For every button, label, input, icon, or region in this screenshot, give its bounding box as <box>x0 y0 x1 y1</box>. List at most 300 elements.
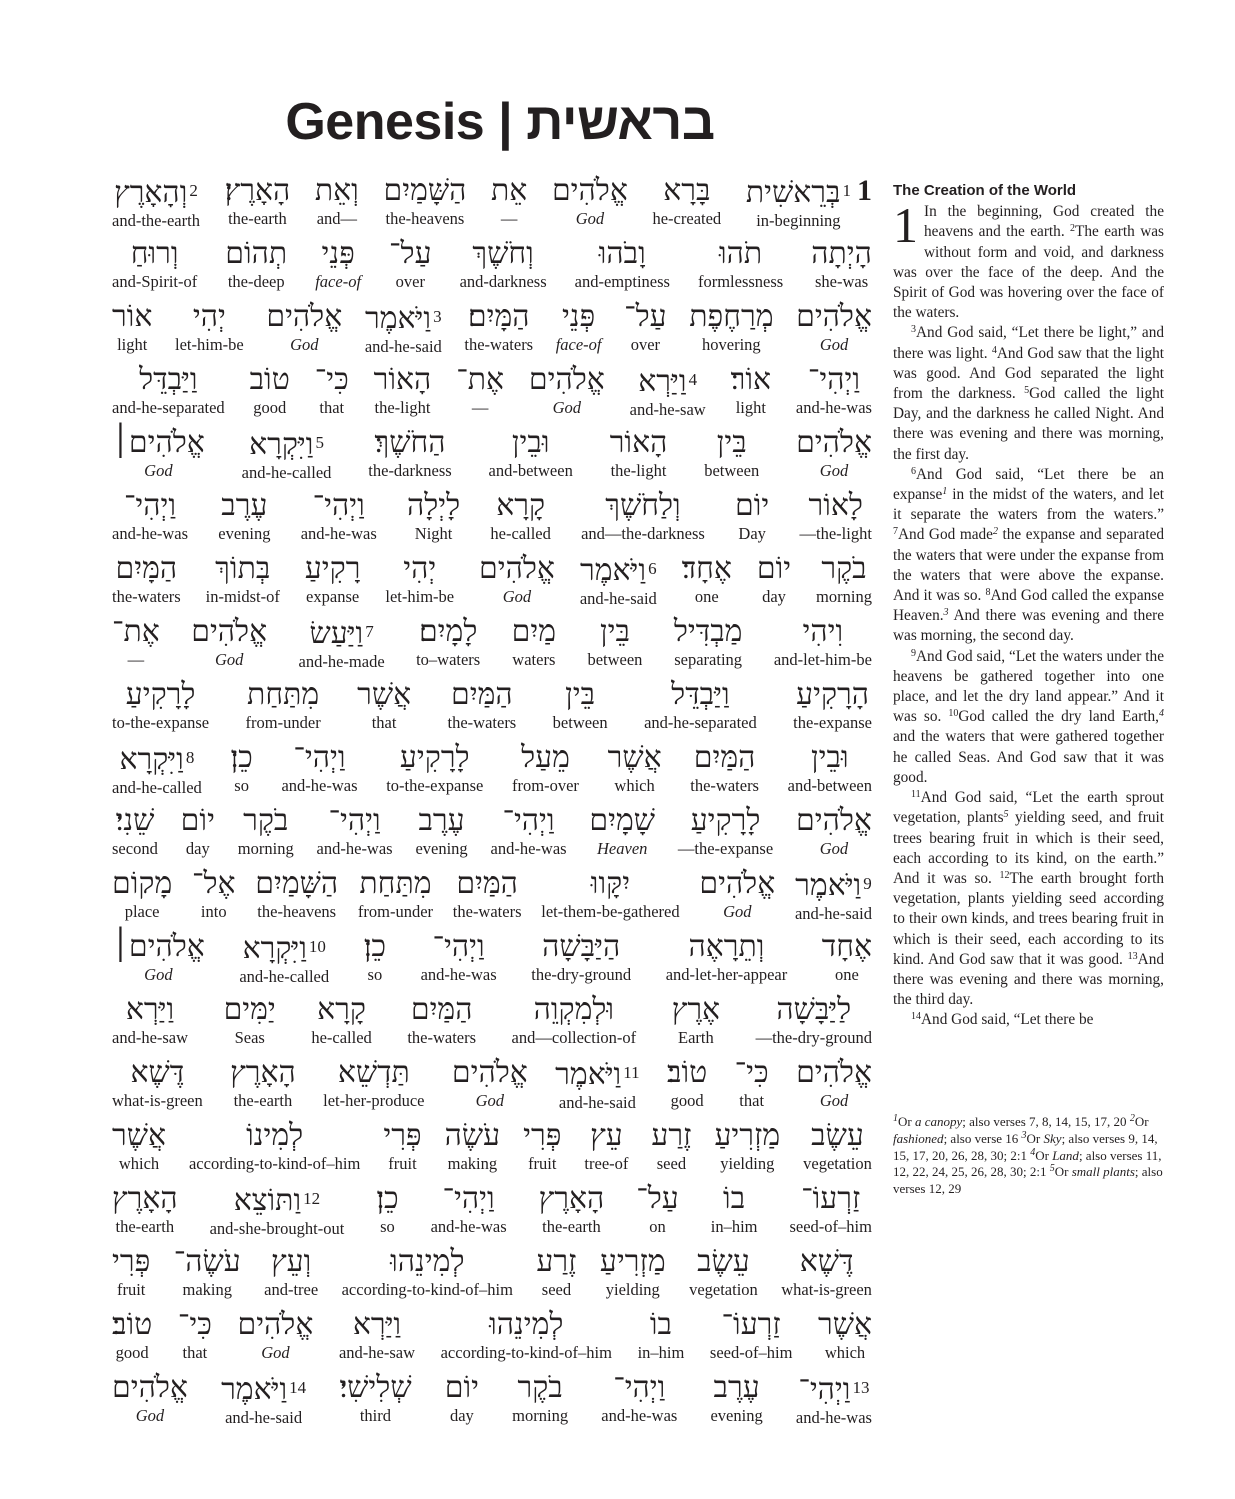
word-cell <box>210 1180 345 1238</box>
english-gloss: and-he-called <box>239 967 330 986</box>
verse-number: 2 <box>189 181 198 200</box>
verse-number: 8 <box>985 587 991 599</box>
english-gloss: God <box>144 965 173 984</box>
word-cell <box>667 1054 707 1110</box>
word-cell <box>523 1117 561 1173</box>
word-cell <box>112 739 202 797</box>
hebrew-word: עֵץ <box>590 1119 623 1152</box>
hebrew-word: יוֹם <box>735 489 770 522</box>
english-gloss: the-expanse <box>793 713 872 732</box>
interlinear-row <box>112 550 872 613</box>
hebrew-word: בֵּין <box>599 615 630 648</box>
hebrew-word: $^3$וַיֹּאמֶר <box>365 302 442 335</box>
english-gloss: that <box>319 398 345 417</box>
english-gloss: the-light <box>374 398 431 417</box>
hebrew-word: אֶרֶץ <box>671 993 721 1026</box>
hebrew-word: פְּנֵי <box>561 300 596 333</box>
word-cell <box>608 739 662 795</box>
english-gloss: — <box>500 209 518 228</box>
word-cell <box>189 1117 360 1173</box>
hebrew-word: אֱלֹהִים <box>796 300 872 333</box>
english-gloss: to-the-expanse <box>112 713 210 732</box>
word-cell <box>299 613 385 671</box>
word-cell <box>822 928 872 984</box>
english-gloss: let-her-produce <box>323 1091 425 1110</box>
english-gloss: between <box>587 650 643 669</box>
hebrew-word: וַיְהִי־ <box>432 930 485 963</box>
word-cell <box>266 298 342 354</box>
english-gloss: vegetation <box>689 1280 758 1299</box>
english-gloss: and-he-called <box>241 463 332 482</box>
footnote-marker: 4 <box>1158 708 1164 720</box>
hebrew-word: וְתֵרָאֶה <box>688 930 765 963</box>
hebrew-word: וּבֵין <box>810 741 849 774</box>
hebrew-word: $^5$וַיִּקְרָא <box>249 428 324 461</box>
english-gloss: seed <box>541 1280 572 1299</box>
hebrew-word: טוֹב <box>249 363 290 396</box>
hebrew-word: בֹקֶר <box>517 1371 563 1404</box>
word-cell <box>453 865 522 921</box>
chapter-number: 1 <box>856 174 872 207</box>
english-gloss: and-he-saw <box>112 1028 189 1047</box>
english-gloss: fruit <box>388 1154 417 1173</box>
hebrew-word: אֱלֹהִים <box>479 552 555 585</box>
hebrew-word: אֱלֹהִים <box>699 867 776 900</box>
english-gloss: and-he-was <box>316 839 393 858</box>
verse-number: 14 <box>911 1011 921 1023</box>
verse-number: 4 <box>991 344 997 356</box>
interlinear-row <box>112 361 872 424</box>
interlinear-row <box>112 928 872 991</box>
italic-text: Land <box>1052 1147 1079 1163</box>
english-gloss: God <box>135 1406 165 1425</box>
english-gloss: God <box>502 587 532 606</box>
word-cell <box>781 1243 872 1299</box>
verse-number: 2 <box>1070 223 1076 235</box>
english-gloss: one <box>834 965 859 984</box>
word-cell <box>795 865 872 923</box>
hebrew-word: אוֹר <box>112 300 153 333</box>
english-gloss: what-is-green <box>781 1280 872 1299</box>
english-gloss: and-he-was <box>420 965 497 984</box>
english-gloss: the-waters <box>690 776 759 795</box>
word-cell <box>181 802 215 858</box>
verse-number: 1 <box>842 181 851 200</box>
english-gloss: and-he-separated <box>644 713 757 732</box>
hebrew-word: $^8$וַיִּקְרָא <box>119 743 195 776</box>
hebrew-word: הָאָרֶץ <box>538 1182 605 1215</box>
english-gloss: and-he-was <box>112 524 189 543</box>
hebrew-word: אֵת <box>491 174 528 207</box>
hebrew-word: מֵעַל <box>521 741 570 774</box>
word-cell <box>652 172 721 228</box>
english-gloss: and-he-made <box>298 652 385 671</box>
english-gloss: God <box>552 398 582 417</box>
hebrew-word: אֱלֹהִים <box>551 174 628 207</box>
hebrew-word: וַיְהִי־ <box>123 489 177 522</box>
hebrew-word: קָרָא <box>317 993 366 1026</box>
hebrew-word: טוֹב׃ <box>112 1308 153 1341</box>
word-cell <box>666 928 788 984</box>
english-gloss: yielding <box>720 1154 775 1173</box>
footnote-marker: 1 <box>942 486 948 498</box>
hebrew-word: כִּי־ <box>314 363 349 396</box>
english-gloss: and-he-was <box>430 1217 507 1236</box>
english-gloss: seed-of–him <box>789 1217 872 1236</box>
translation-paragraph: $^{14}$And God said, “Let there be <box>911 1011 1094 1029</box>
english-gloss: — <box>471 398 489 417</box>
english-gloss: God <box>819 1091 849 1110</box>
word-cell <box>555 1054 639 1112</box>
word-cell <box>357 676 411 732</box>
english-gloss: the-heavens <box>385 209 465 228</box>
english-gloss: and-he-separated <box>112 398 225 417</box>
english-gloss: and-he-said <box>558 1093 636 1112</box>
footnote-marker: 4 <box>1030 1146 1036 1158</box>
verse-number: 11 <box>623 1063 640 1082</box>
hebrew-word: מְרַחֶפֶת <box>689 300 774 333</box>
verse-number: 11 <box>911 789 921 801</box>
word-cell <box>342 1243 513 1299</box>
interlinear-row <box>112 991 872 1054</box>
hebrew-word: אֱלֹהִים <box>796 426 872 459</box>
hebrew-word: הָאָרֶץ׃ <box>224 174 291 207</box>
italic-text: a canopy <box>914 1114 963 1129</box>
hebrew-word: הָאָרֶץ <box>230 1056 296 1089</box>
english-gloss: God <box>475 1091 505 1110</box>
word-cell <box>512 991 637 1047</box>
english-gloss: and-he-was <box>795 398 872 417</box>
word-cell <box>389 235 432 291</box>
hebrew-word: וְרוּחַ <box>130 237 179 270</box>
english-gloss: in-midst-of <box>205 587 280 606</box>
translation-paragraphs <box>893 197 1165 1030</box>
word-cell <box>301 487 377 543</box>
english-gloss: and-he-said <box>794 904 872 923</box>
english-gloss: the-waters <box>464 335 534 354</box>
hebrew-word: $^4$וַיַּרְא <box>638 365 698 398</box>
hebrew-word: אֲשֶׁר <box>357 678 412 711</box>
english-gloss: light <box>117 335 148 354</box>
hebrew-word: הָאוֹר <box>373 363 432 396</box>
hebrew-word: וִיהִי <box>802 615 844 648</box>
english-gloss: the-earth <box>228 209 287 228</box>
word-cell <box>237 1306 313 1362</box>
interlinear-row <box>112 613 872 676</box>
english-gloss: that <box>182 1343 208 1362</box>
hebrew-word: מַזְרִיעַ <box>599 1245 666 1278</box>
english-gloss: he-created <box>652 209 722 228</box>
word-cell <box>191 613 267 669</box>
word-cell <box>587 613 642 669</box>
word-cell <box>490 487 550 543</box>
word-cell <box>796 802 872 858</box>
english-gloss: Seas <box>234 1028 265 1047</box>
hebrew-word: עֹשֶׂה־ <box>173 1245 241 1278</box>
word-cell <box>489 424 573 480</box>
hebrew-word: דֶּשֶׁא <box>799 1245 854 1278</box>
word-cell <box>803 1117 872 1173</box>
word-cell <box>383 1117 421 1173</box>
word-cell <box>112 1369 188 1425</box>
english-gloss: the-dry-ground <box>531 965 632 984</box>
verse-number: 10 <box>308 937 326 956</box>
hebrew-word: וַיְהִי־ <box>312 489 365 522</box>
hebrew-word: אֱלֹהִים <box>796 804 872 837</box>
word-cell <box>431 1180 507 1236</box>
hebrew-word: רָקִיעַ <box>304 552 361 585</box>
hebrew-word: בוֹ <box>723 1182 746 1215</box>
word-cell <box>178 1306 212 1362</box>
word-cell <box>600 1243 666 1299</box>
footnote: $^1$Or a canopy; also verses 7, 8, 14, 15, 17, 20 <box>893 1113 1130 1129</box>
hebrew-word: $^{11}$וַיֹּאמֶר <box>555 1058 640 1091</box>
english-gloss: day <box>762 587 786 606</box>
english-gloss: and-he-said <box>364 337 442 356</box>
english-gloss: fruit <box>528 1154 557 1173</box>
hebrew-word: וַיַּרְא <box>352 1308 402 1341</box>
interlinear-row <box>112 298 872 361</box>
word-cell <box>255 865 338 921</box>
verse-number: 9 <box>863 874 872 893</box>
hebrew-word: הַשָּׁמַיִם <box>255 867 339 900</box>
verse-number: 8 <box>185 748 195 767</box>
hebrew-word: וַיַּבְדֵּל <box>671 678 730 711</box>
word-cell <box>800 487 872 543</box>
hebrew-word: אֱלֹהִים <box>191 615 268 648</box>
english-gloss: which <box>614 776 655 795</box>
english-gloss: place <box>124 902 160 921</box>
hebrew-word: יַמִּים <box>223 993 276 1026</box>
english-gloss: good <box>253 398 287 417</box>
english-gloss: God <box>819 335 849 354</box>
interlinear-row <box>112 1306 872 1369</box>
english-gloss: and— <box>316 209 358 228</box>
word-cell <box>230 739 252 795</box>
word-cell <box>512 613 556 669</box>
english-gloss: making <box>182 1280 232 1299</box>
word-cell <box>636 1180 679 1236</box>
footnote: $^5$Or small plants; also verses 12, 29 <box>893 1163 1163 1197</box>
word-cell <box>672 991 720 1047</box>
hebrew-word: אֱלֹהִים <box>451 1056 528 1089</box>
verse-number: 6 <box>911 465 916 477</box>
word-cell <box>796 1054 872 1110</box>
translation-paragraph: $^9$And God said, “Let the waters under the heavens be gathered together into one place, and let the dry land appear.” And it was so. $^{10}$God called the dry land Earth,$^4$ and the waters that were gathered together he called Seas. And God saw that it was good. <box>893 647 1164 786</box>
word-cell <box>339 1306 415 1362</box>
word-cell <box>225 235 287 291</box>
hebrew-word: אֲשֶׁר <box>112 1119 166 1152</box>
english-gloss: tree-of <box>584 1154 629 1173</box>
hebrew-word: עַל־ <box>389 237 432 270</box>
word-cell <box>218 487 270 543</box>
word-cell <box>221 1369 306 1427</box>
english-gloss: the-light <box>610 461 667 480</box>
word-cell <box>224 991 276 1047</box>
hebrew-word: תַּדְשֵׁא <box>337 1056 410 1089</box>
english-gloss: and-let-her-appear <box>665 965 788 984</box>
hebrew-word: שֵׁנִי׃ <box>115 804 155 837</box>
translation-paragraph: $^3$And God said, “Let there be light,” and there was light. $^4$And God saw that the light was good. And God separated the light from the darkness. $^5$God called the light Day, and the darkness he called Night. And there was evening and there was morning, the first day. <box>893 324 1164 463</box>
interlinear-row <box>112 424 872 487</box>
word-cell <box>710 1306 792 1362</box>
english-gloss: and-between <box>787 776 872 795</box>
english-gloss: in-beginning <box>756 211 841 230</box>
english-gloss: good <box>670 1091 704 1110</box>
english-gloss: and-tree <box>264 1280 319 1299</box>
hebrew-word: אֱלֹהִים <box>528 363 605 396</box>
hebrew-word: וְחֹשֶׁךְ <box>472 237 534 270</box>
english-gloss: God <box>261 1343 290 1362</box>
hebrew-word: לָאוֹר <box>808 489 863 522</box>
english-gloss: and—the-darkness <box>581 524 705 543</box>
word-cell <box>112 676 209 732</box>
word-cell <box>714 1117 780 1173</box>
english-gloss: seed-of–him <box>709 1343 793 1362</box>
hebrew-word: אֶת־ <box>456 363 504 396</box>
english-gloss: from-under <box>245 713 321 732</box>
interlinear-row <box>112 1243 872 1306</box>
english-gloss: according-to-kind-of–him <box>341 1280 513 1299</box>
hebrew-word: בָּרָא <box>663 174 711 207</box>
hebrew-word: $^{13}$וַיְהִי־ <box>798 1373 870 1406</box>
hebrew-word: כִּי־ <box>177 1308 212 1341</box>
english-gloss: the-waters <box>452 902 522 921</box>
italic-text: small plants <box>1071 1164 1135 1180</box>
footnote-marker: 1 <box>893 1113 898 1124</box>
word-cell <box>317 802 393 858</box>
english-gloss: yielding <box>605 1280 660 1299</box>
english-gloss: day <box>449 1406 474 1425</box>
word-cell <box>112 487 188 543</box>
word-cell <box>711 1180 758 1236</box>
word-cell <box>624 298 667 354</box>
interlinear-row <box>112 487 872 550</box>
word-cell <box>816 550 872 606</box>
verse-number: 7 <box>893 526 898 538</box>
word-cell <box>365 298 442 356</box>
word-cell <box>644 676 757 732</box>
hebrew-word: הַמַּיִם <box>410 993 473 1026</box>
english-gloss: so <box>367 965 383 984</box>
word-cell <box>112 1117 166 1173</box>
hebrew-word: אֶל־ <box>191 867 236 900</box>
hebrew-word: לָיְלָה <box>406 489 461 522</box>
interlinear-row <box>112 802 872 865</box>
word-cell <box>690 739 759 795</box>
english-gloss: from-under <box>357 902 434 921</box>
english-gloss: expanse <box>306 587 360 606</box>
hebrew-word: אֱלֹהִים <box>112 1371 188 1404</box>
hebrew-word: עַל־ <box>636 1182 679 1215</box>
hebrew-word: אוֹר׃ <box>730 363 772 396</box>
english-gloss: into <box>200 902 227 921</box>
verse-number: 5 <box>1024 385 1030 397</box>
word-cell <box>491 172 527 228</box>
hebrew-word: הָרָקִיעַ <box>796 678 870 711</box>
word-cell <box>735 1054 769 1110</box>
english-gloss: Day <box>738 524 766 543</box>
verse-number: 13 <box>852 1378 870 1397</box>
word-cell <box>651 1117 691 1173</box>
word-cell <box>415 802 467 858</box>
hebrew-word: וְלַחֹשֶׁךְ <box>605 489 681 522</box>
word-cell <box>756 991 872 1047</box>
word-cell <box>456 361 504 417</box>
word-cell <box>250 361 290 417</box>
word-cell <box>674 613 743 669</box>
english-gloss: the-waters <box>447 713 517 732</box>
word-cell <box>112 298 152 354</box>
hebrew-word: בֵּין <box>565 678 596 711</box>
word-cell <box>112 172 200 230</box>
hebrew-word: לָרָקִיעַ <box>399 741 470 774</box>
english-gloss: and-he-was <box>300 524 377 543</box>
word-cell <box>264 1243 318 1299</box>
english-gloss: so <box>234 776 249 795</box>
footnote-marker: 5 <box>1003 809 1009 821</box>
word-cell <box>710 1369 762 1425</box>
verse-number: 14 <box>289 1378 307 1397</box>
english-gloss: the-darkness <box>368 461 452 480</box>
hebrew-word: וְעֵץ <box>271 1245 312 1278</box>
english-gloss: so <box>380 1217 395 1236</box>
verse-number: 13 <box>1127 950 1138 962</box>
interlinear-row <box>112 235 872 298</box>
chapter-drop-cap: 1 <box>893 197 918 254</box>
english-gloss: second <box>112 839 158 858</box>
hebrew-word: כֵן׃ <box>376 1182 399 1215</box>
verse-number: 7 <box>365 622 374 641</box>
interlinear-row <box>112 1369 872 1432</box>
hebrew-word: לַיַּבָּשָׁה <box>776 993 852 1026</box>
english-gloss: evening <box>415 839 468 858</box>
english-gloss: and-he-was <box>601 1406 678 1425</box>
word-cell <box>416 613 480 669</box>
english-gloss: in–him <box>710 1217 758 1236</box>
english-gloss: and-he-called <box>112 778 202 797</box>
word-cell <box>225 172 291 228</box>
hebrew-word: לְמִינֵהוּ <box>489 1308 564 1341</box>
page-title: Genesis | בראשית <box>285 93 715 151</box>
word-cell <box>746 172 851 230</box>
word-cell <box>757 550 791 606</box>
english-gloss: evening <box>218 524 271 543</box>
english-gloss: Night <box>414 524 453 543</box>
hebrew-word: שָׁמָיִם <box>589 804 656 837</box>
word-cell <box>731 361 771 417</box>
word-cell <box>704 424 759 480</box>
verse-number: 9 <box>911 647 916 659</box>
word-cell <box>678 802 773 858</box>
hebrew-word: וְאֵת <box>314 174 359 207</box>
english-gloss: God <box>575 209 605 228</box>
first-word-group <box>746 172 872 230</box>
hebrew-word: אֱלֹהִים <box>796 1056 872 1089</box>
english-gloss: and-emptiness <box>574 272 670 291</box>
hebrew-word: עֶרֶב <box>713 1371 760 1404</box>
english-gloss: the-heavens <box>257 902 337 921</box>
word-cell <box>407 991 476 1047</box>
word-cell <box>531 928 631 984</box>
word-cell <box>464 298 533 354</box>
hebrew-word: יִקָּווּ <box>590 867 631 900</box>
hebrew-word: וַיְהִי־ <box>807 363 861 396</box>
translation-paragraph: $^{11}$And God said, “Let the earth sprout vegetation, plants$^5$ yielding seed, and fruit trees bearing fruit in which is their seed, each according to its kind, on the earth.” And it was so. $^{12}$The earth brought forth vegetation, plants yielding seed according to their own kinds, and trees bearing fruit in which is their seed, each according to its kind. And God saw that it was good. $^{13}$And there was evening and there was morning, the third day. <box>893 789 1164 1009</box>
hebrew-word: וַיְהִי־ <box>502 804 555 837</box>
hebrew-word: הַמַּיִם <box>456 867 518 900</box>
hebrew-word: אֱלֹהִים <box>266 300 343 333</box>
